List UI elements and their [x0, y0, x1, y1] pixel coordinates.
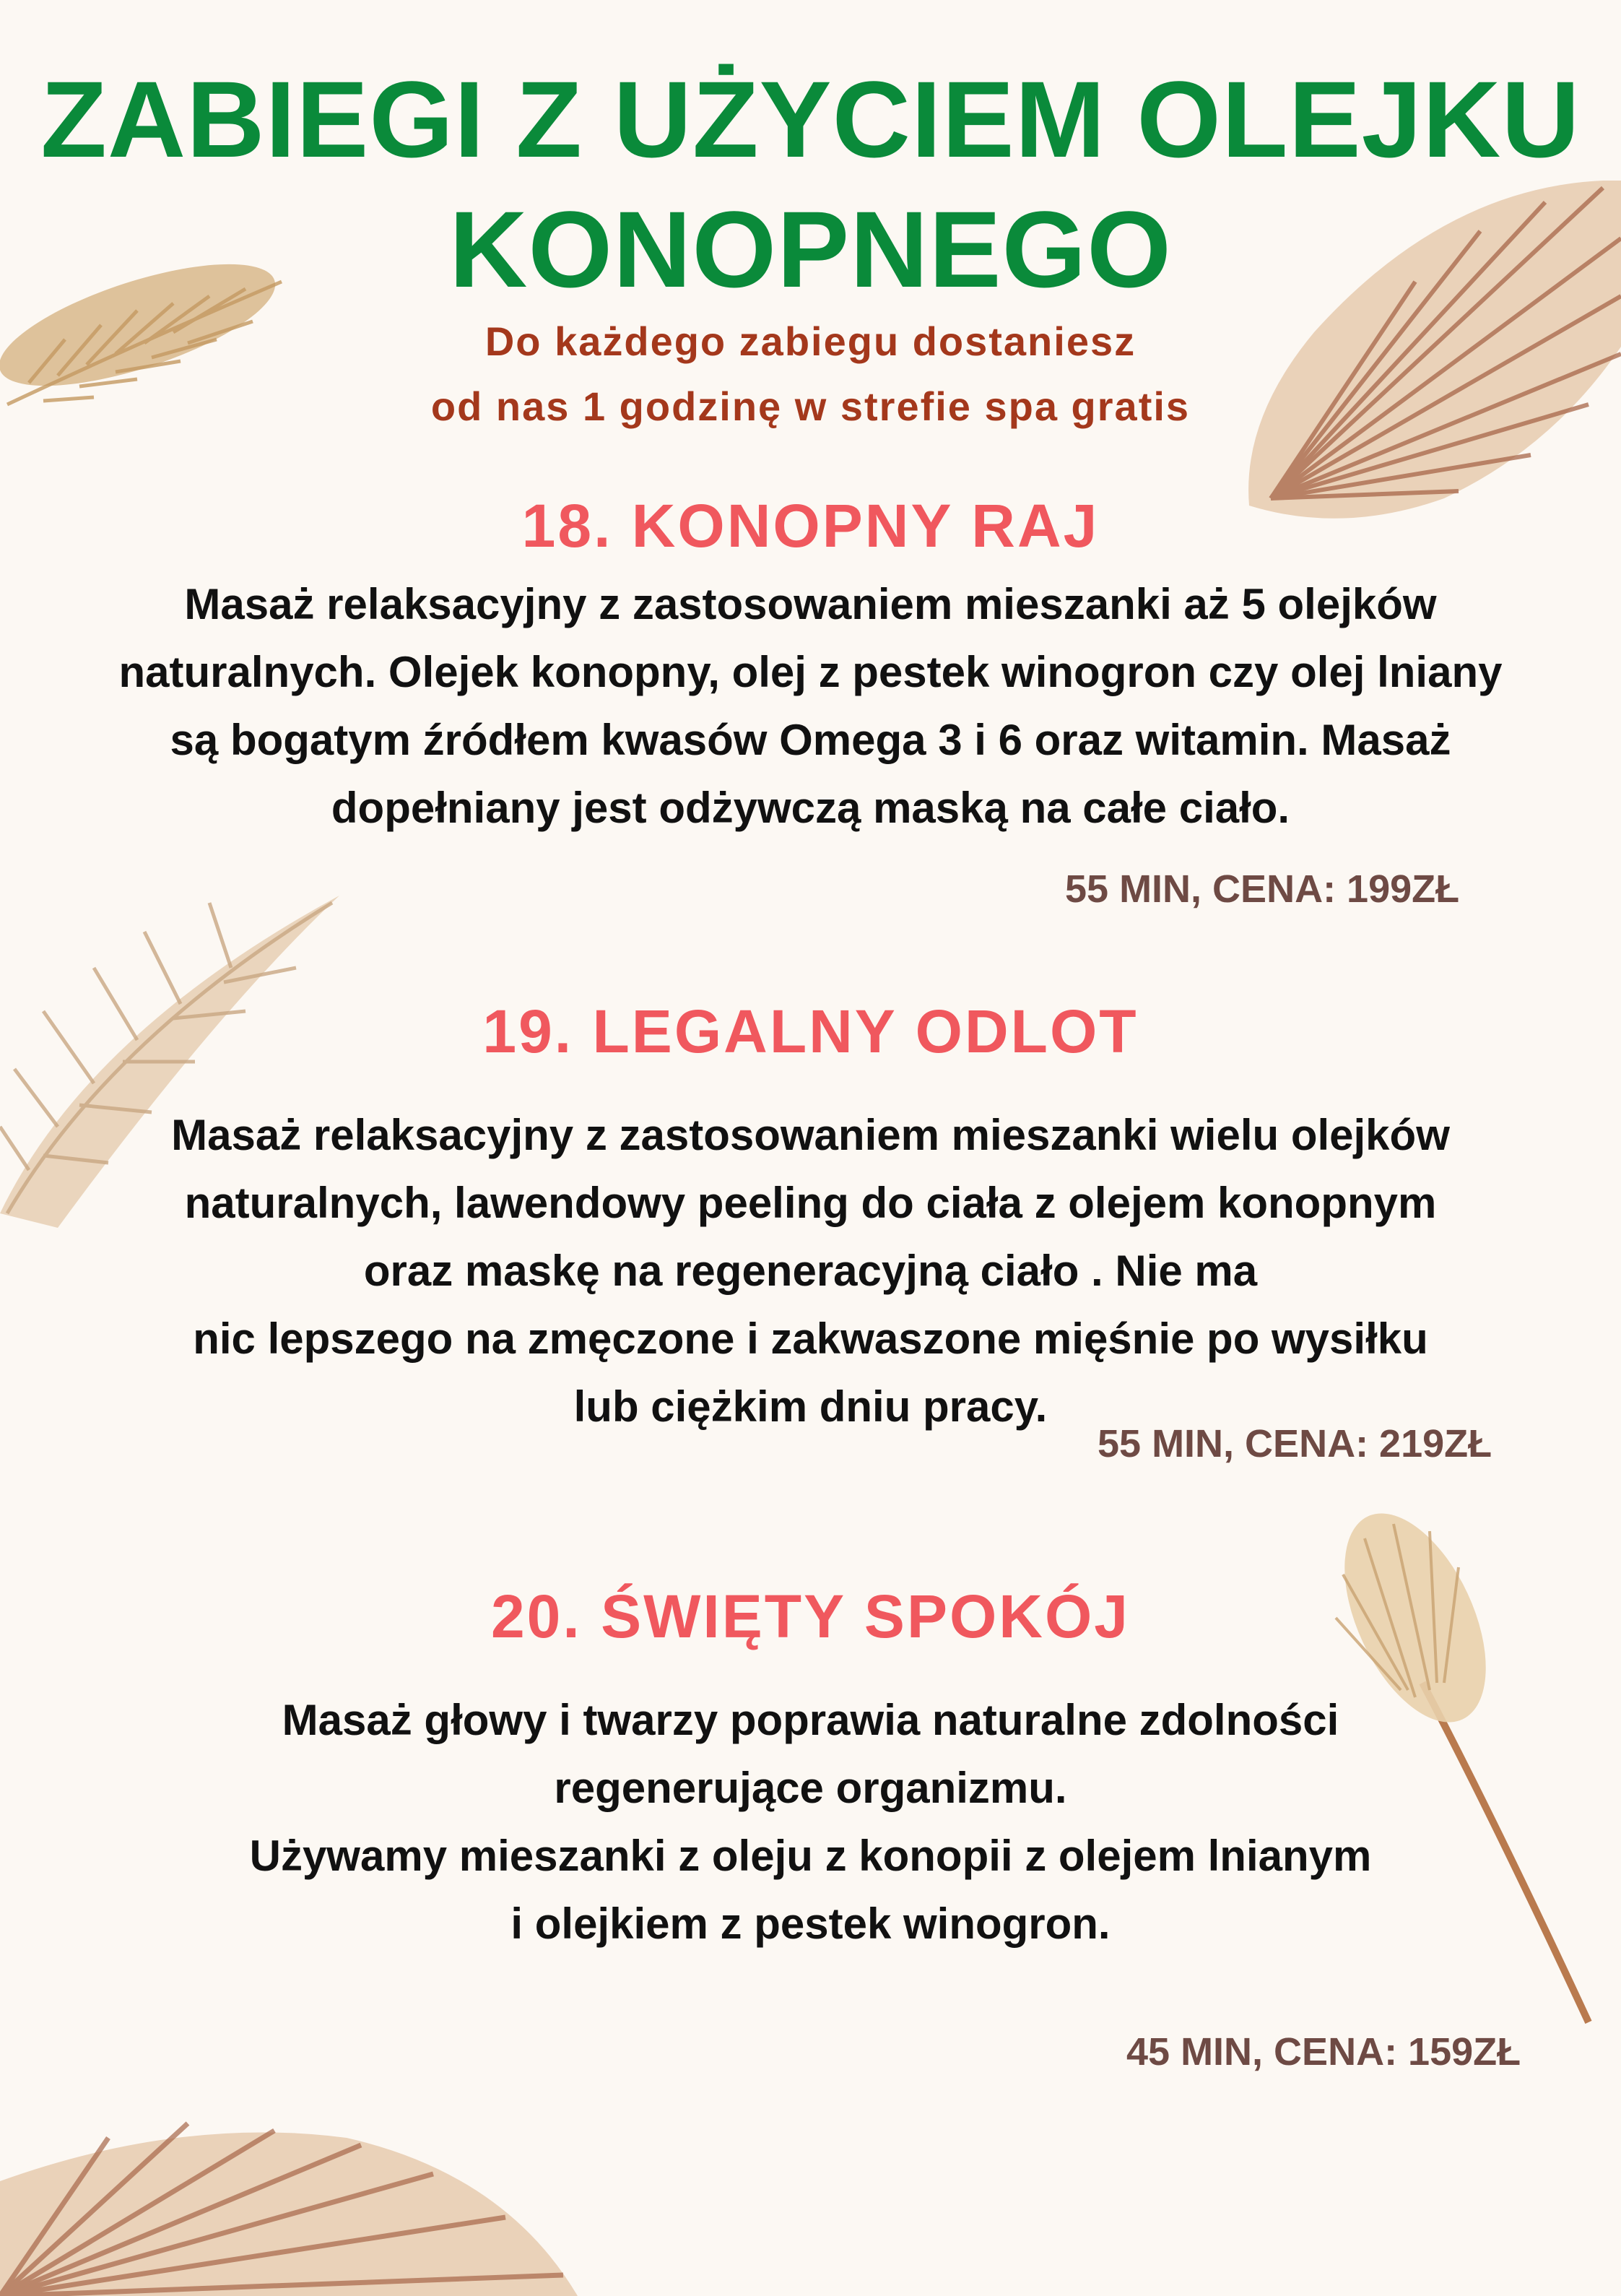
description-line: regenerujące organizmu. — [554, 1764, 1067, 1812]
description-line: Masaż relaksacyjny z zastosowaniem mieszanki aż 5 olejków — [184, 580, 1437, 628]
description-line: naturalnych, lawendowy peeling do ciała z olejem konopnym — [184, 1179, 1437, 1227]
treatment-heading: 18. KONOPNY RAJ — [521, 492, 1100, 560]
description-line: Używamy mieszanki z oleju z konopii z olejem lnianym — [249, 1832, 1372, 1880]
page-title-line-1: ZABIEGI Z UŻYCIEM OLEJKU — [40, 59, 1581, 180]
subtitle-line-1: Do każdego zabiegu dostaniesz — [484, 319, 1137, 364]
page-title-line-2: KONOPNEGO — [449, 189, 1172, 310]
description-line: dopełniany jest odżywczą maską na całe ciało. — [331, 784, 1290, 832]
palm-leaf-icon — [0, 2094, 592, 2296]
description-line: Masaż głowy i twarzy poprawia naturalne zdolności — [282, 1696, 1339, 1744]
subtitle-line-2: od nas 1 godzinę w strefie spa gratis — [430, 384, 1191, 429]
description-line: Masaż relaksacyjny z zastosowaniem mieszanki wielu olejków — [171, 1111, 1450, 1159]
description-line: naturalnych. Olejek konopny, olej z pestek winogron czy olej lniany — [118, 648, 1503, 696]
treatment-price: 45 MIN, CENA: 159ZŁ — [1126, 2030, 1521, 2074]
description-line: i olejkiem z pestek winogron. — [510, 1899, 1111, 1948]
description-line: lub ciężkim dniu pracy. — [573, 1382, 1048, 1431]
treatment-heading: 19. LEGALNY ODLOT — [482, 997, 1139, 1065]
treatment-price: 55 MIN, CENA: 219ZŁ — [1098, 1422, 1492, 1465]
treatment-description — [0, 1686, 1621, 1958]
treatment-price: 55 MIN, CENA: 199ZŁ — [1065, 867, 1460, 911]
description-line: oraz maskę na regeneracyjną ciało . Nie ma — [363, 1247, 1258, 1295]
treatment-heading: 20. ŚWIĘTY SPOKÓJ — [490, 1582, 1131, 1650]
treatment-description — [0, 571, 1621, 842]
description-line: są bogatym źródłem kwasów Omega 3 i 6 oraz witamin. Masaż — [170, 716, 1451, 764]
description-line: nic lepszego na zmęczone i zakwaszone mięśnie po wysiłku — [193, 1314, 1428, 1363]
treatment-description — [0, 1101, 1621, 1441]
